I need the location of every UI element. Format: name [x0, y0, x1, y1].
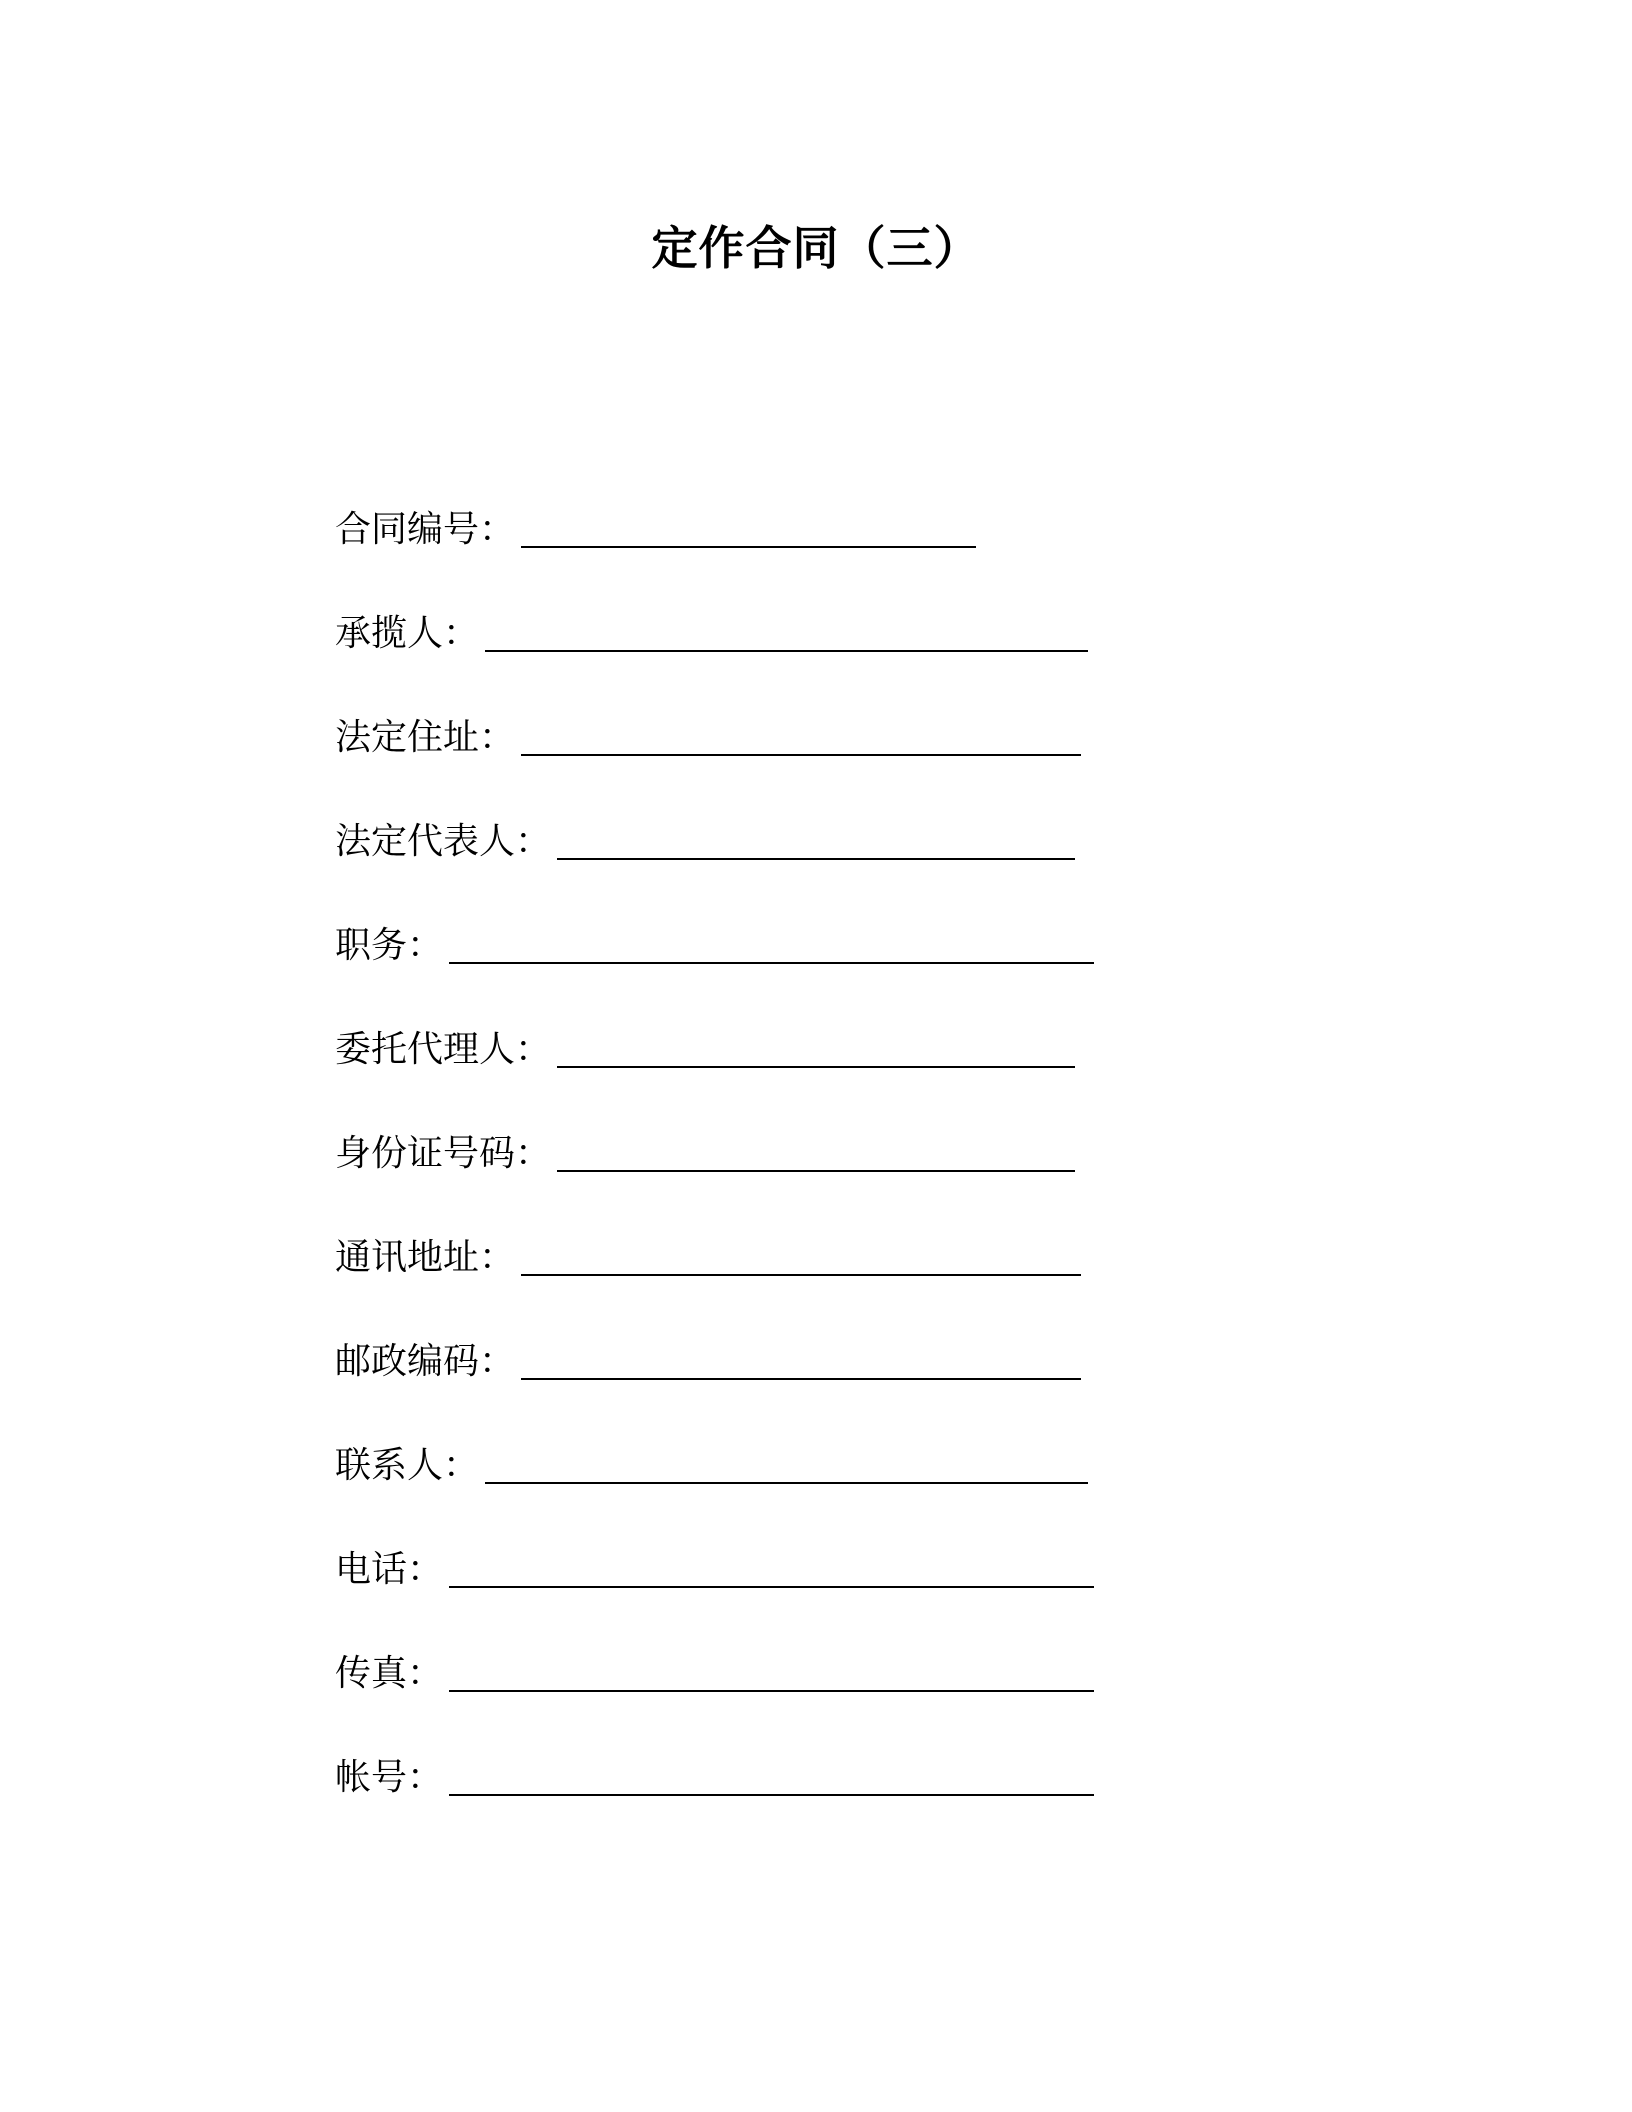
- fill-in-blank[interactable]: [449, 1760, 1094, 1796]
- field-label: 联系人：: [335, 1445, 480, 1486]
- fill-in-blank[interactable]: [521, 1240, 1081, 1276]
- fill-in-blank[interactable]: [449, 1552, 1094, 1588]
- field-label: 法定住址：: [335, 717, 516, 758]
- field-label: 合同编号：: [335, 509, 516, 550]
- field-contract-number: [335, 492, 976, 552]
- contract-party-fields: [335, 0, 1335, 2112]
- fill-in-blank[interactable]: [521, 1344, 1081, 1380]
- field-postal-code: [335, 1324, 1081, 1384]
- field-label: 电话：: [335, 1549, 444, 1590]
- field-position: [335, 908, 1094, 968]
- field-id-number: [335, 1116, 1075, 1176]
- field-mailing-address: [335, 1220, 1081, 1280]
- field-label: 承揽人：: [335, 613, 480, 654]
- field-fax: [335, 1636, 1094, 1696]
- fill-in-blank[interactable]: [557, 1032, 1075, 1068]
- field-label: 委托代理人：: [335, 1029, 552, 1070]
- fill-in-blank[interactable]: [485, 616, 1088, 652]
- fill-in-blank[interactable]: [521, 720, 1081, 756]
- fill-in-blank[interactable]: [449, 1656, 1094, 1692]
- field-authorized-agent: [335, 1012, 1075, 1072]
- field-label: 法定代表人：: [335, 821, 552, 862]
- field-account-number: [335, 1740, 1094, 1800]
- page-title: 定作合同（三）: [651, 221, 981, 275]
- field-contractor: [335, 596, 1088, 656]
- field-label: 身份证号码：: [335, 1133, 552, 1174]
- fill-in-blank[interactable]: [485, 1448, 1088, 1484]
- field-legal-representative: [335, 804, 1075, 864]
- field-label: 邮政编码：: [335, 1341, 516, 1382]
- fill-in-blank[interactable]: [449, 928, 1094, 964]
- fill-in-blank[interactable]: [557, 824, 1075, 860]
- field-label: 传真：: [335, 1653, 444, 1694]
- field-label: 职务：: [335, 925, 444, 966]
- fill-in-blank[interactable]: [521, 512, 976, 548]
- field-phone: [335, 1532, 1094, 1592]
- field-contact-person: [335, 1428, 1088, 1488]
- fill-in-blank[interactable]: [557, 1136, 1075, 1172]
- field-label: 帐号：: [335, 1757, 444, 1798]
- field-label: 通讯地址：: [335, 1237, 516, 1278]
- field-legal-address: [335, 700, 1081, 760]
